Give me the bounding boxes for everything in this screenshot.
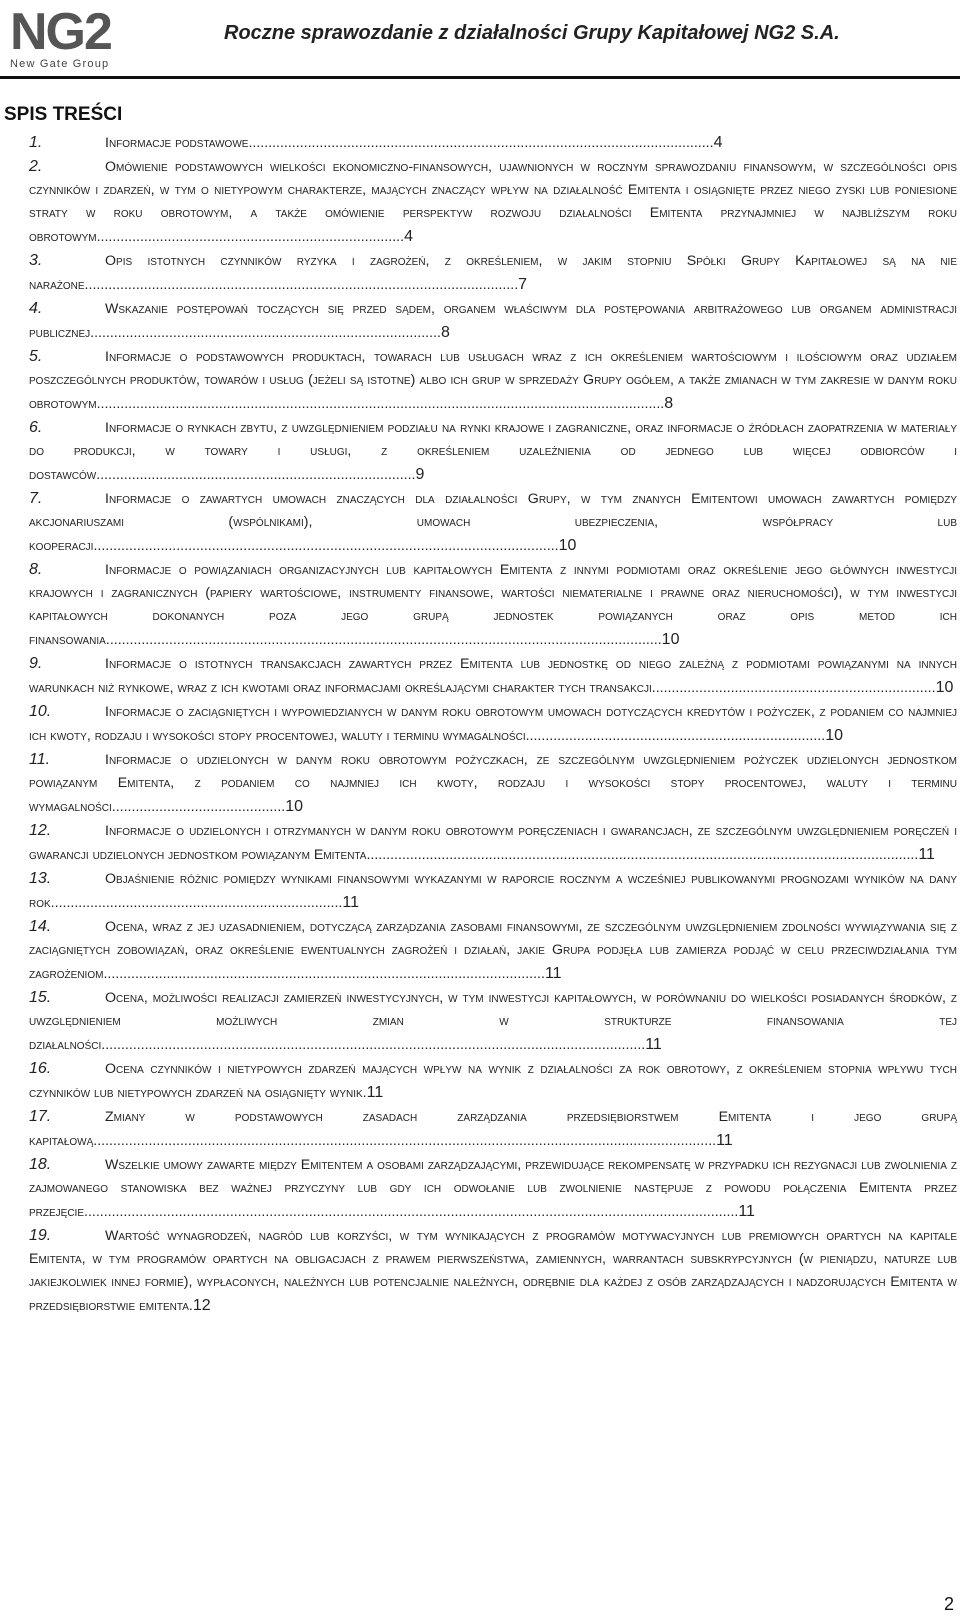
toc-entry-text: Omówienie podstawowych wielkości ekonomiczno-finansowych, ujawnionych w rocznym sprawozdaniu finansowym, w szczególności opis czynników i zdarzeń, w tym o nietypowym charakterze, mających znaczący wpływ na działalność Emitenta i osiągnięte przez niego zyski lub poniesione straty w roku obrotowym, a także omówienie perspektyw rozwoju działalności Emitenta przynajmniej w najbliższym roku obrotowym. [29, 159, 957, 245]
toc-entry-page: 4 [713, 134, 723, 151]
toc-heading: SPIS TREŚCI [4, 104, 123, 125]
toc-entry-text: Objaśnienie różnic pomiędzy wynikami finansowymi wykazanymi w raporcie rocznym a wcześniej publikowanymi prognozami wyników na dany rok. [29, 871, 957, 911]
toc-entry-page: 10 [285, 798, 304, 815]
toc-entry[interactable] [29, 558, 957, 652]
toc-entry-text: Informacje o udzielonych w danym roku obrotowym pożyczkach, ze szczególnym uwzględnieniem pożyczek udzielonych jednostkom powiązanym Emitenta, z podaniem co najmniej ich kwoty, rodzaju i wysokości stopy procentowej, waluty i terminu wymagalności. [29, 752, 957, 815]
toc-entry-number: 13. [29, 870, 52, 887]
toc-entry-text: Ocena, wraz z jej uzasadnieniem, dotyczącą zarządzania zasobami finansowymi, ze szczególnym uwzględnieniem zdolności wywiązywania się z zaciągniętych zobowiązań, oraz określenie ewentualnych zagrożeń i działań, jakie Grupa podjęła lub zamierza podjąć w celu przeciwdziałania tym zagrożeniom [29, 919, 957, 982]
toc-entry-leader: ........................................................................................ [94, 325, 441, 341]
toc-entry-text: Wskazanie postępowań toczących się przed sądem, organem właściwym dla postępowania arbitrażowego lub organem administracji publicznej. [29, 301, 957, 341]
page-header [0, 0, 960, 80]
toc-entry[interactable] [29, 416, 957, 487]
toc-entry-page: 9 [415, 466, 425, 483]
toc-entry-text: Informacje o rynkach zbytu, z uwzględnieniem podziału na rynki krajowe i zagraniczne, oraz informacje o źródłach zaopatrzenia w materiały do produkcji, w towary i usługi, z określeniem uzależnienia od jednego lub więcej odbiorców i dostawców. [29, 420, 957, 483]
toc-entry-number: 14. [29, 918, 52, 935]
toc-entry[interactable] [29, 1057, 957, 1105]
toc-entry-leader: ............................................................................................................. [88, 277, 519, 293]
toc-entry-number: 9. [29, 655, 43, 672]
toc-entry-leader: ........................................................................................................................................... [370, 847, 919, 863]
toc-entry[interactable] [29, 819, 957, 867]
toc-entry-number: 12. [29, 822, 52, 839]
toc-entry-page: 10 [661, 631, 680, 648]
toc-entry-leader: ............................................................................................................................................ [109, 632, 662, 648]
toc-entry-number: 7. [29, 490, 43, 507]
toc-entry[interactable] [29, 249, 957, 297]
toc-entry-text: Informacje o powiązaniach organizacyjnych lub kapitałowych Emitenta z innymi podmiotami oraz określenie jego głównych inwestycji krajowych i zagranicznych (papiery wartościowe, instrumenty finansowe, wartości niematerialne i prawne oraz nieruchomości), w tym inwestycji kapitałowych dokonanych poza jego grupą jednostek powiązanych oraz opis metod ich finansowania. [29, 562, 957, 648]
toc-entry-page: 10 [825, 727, 843, 744]
toc-entry[interactable] [29, 487, 957, 558]
toc-entry-number: 11. [29, 751, 51, 768]
toc-entry-number: 4. [29, 300, 43, 317]
toc-entry-number: 18. [29, 1156, 52, 1173]
toc-entry-leader: ........................................................................... [529, 728, 826, 744]
toc-entry[interactable] [29, 748, 957, 819]
toc-entry-leader: ......................................................................... [54, 895, 343, 911]
toc-entry-page: 11 [738, 1203, 755, 1220]
toc-entry-page: 11 [716, 1132, 733, 1149]
toc-entry-page: 11 [366, 1084, 384, 1101]
toc-entry[interactable] [29, 1224, 957, 1318]
toc-entry-leader: ......................................................................................................................................... [105, 1037, 646, 1053]
toc-entry-text: Wszelkie umowy zawarte między Emitentem a osobami zarządzającymi, przewidujące rekompensatę w przypadku ich rezygnacji lub zwolnienia z zajmowanego stanowiska bez ważnej przyczyny lub gdy ich odwołanie lub zwolnienie następuje z powodu połączenia Emitenta przez przejęcie. [29, 1157, 957, 1220]
toc-entry-number: 3. [29, 252, 43, 269]
toc-entry-text: Informacje o zawartych umowach znaczących dla działalności Grupy, w tym znanych Emitentowi umowach zawartych pomiędzy akcjonariuszami (wspólnikami), umowach ubezpieczenia, współpracy lub kooperacji. [29, 491, 957, 554]
table-of-contents [29, 131, 957, 1318]
toc-entry-text: Informacje o istotnych transakcjach zawartych przez Emitenta lub jednostkę od niego zależną z podmiotami powiązanymi na innych warunkach niż rynkowe, wraz z ich kwotami oraz informacjami określającymi charakter tych transakcji. [29, 656, 957, 696]
toc-entry[interactable] [29, 986, 957, 1057]
toc-entry-leader: ................................................................................ [100, 467, 416, 483]
toc-entry-number: 6. [29, 419, 43, 436]
toc-entry[interactable] [29, 867, 957, 915]
toc-entry-number: 16. [29, 1060, 52, 1077]
toc-entry[interactable] [29, 700, 957, 748]
toc-entry-text: Opis istotnych czynników ryzyka i zagrożeń, z określeniem, w jakim stopniu Spółki Grupy Kapitałowej są na nie narażone. [29, 253, 957, 293]
toc-entry-text: Informacje o zaciągniętych i wypowiedzianych w danym roku obrotowym umowach dotyczących kredytów i pożyczek, z podaniem co najmniej ich kwoty, rodzaju i wysokości stopy procentowej, waluty i terminu wymagalności. [29, 704, 957, 744]
toc-entry-leader: ............................................................................................................................................... [100, 396, 665, 412]
toc-entry-page: 7 [518, 276, 528, 293]
toc-entry-leader: ........................................... [115, 799, 286, 815]
toc-entry-text: Ocena czynników i nietypowych zdarzeń mających wpływ na wynik z działalności za rok obrotowy, z określeniem stopnia wpływu tych czynników lub nietypowych zdarzeń na osiągnięty wynik. [29, 1061, 957, 1101]
toc-entry-leader: ................................................................................................................ [103, 966, 545, 982]
header-divider [0, 76, 960, 79]
toc-entry[interactable] [29, 345, 957, 416]
toc-entry-leader: ...................................................................................................................... [248, 135, 714, 151]
toc-entry-text: Wartość wynagrodzeń, nagród lub korzyści, w tym wynikających z programów motywacyjnych lub premiowych opartych na kapitale Emitenta, w tym programów opartych na obligacjach z prawem pierwszeństwa, zamiennych, warrantach subskrypcyjnych (w pieniądzu, naturze lub jakiejkolwiek innej formie), wypłaconych, należnych lub potencjalnie należnych, odrębnie dla każdej z osób zarządzających i nadzorujących Emitenta w przedsiębiorstwie emitenta. [29, 1228, 957, 1314]
company-logo [10, 3, 125, 72]
toc-entry-number: 2. [29, 158, 43, 175]
toc-entry-leader: ....................................................................... [655, 680, 936, 696]
toc-entry-page: 4 [404, 228, 413, 245]
toc-entry-page: 11 [342, 894, 359, 911]
toc-entry-text: Zmiany w podstawowych zasadach zarządzania przedsiębiorstwem Emitenta i jego grupą kapitałową. [29, 1109, 957, 1149]
toc-entry-number: 19. [29, 1227, 52, 1244]
toc-entry[interactable] [29, 131, 957, 155]
toc-entry[interactable] [29, 1105, 957, 1153]
toc-entry-text: Informacje o udzielonych i otrzymanych w danym roku obrotowym poręczeniach i gwarancjach, ze szczególnym uwzględnieniem poręczeń i gwarancji udzielonych jednostkom powiązanym Emitenta. [29, 823, 957, 863]
toc-entry-text: Informacje o podstawowych produktach, towarach lub usługach wraz z ich określeniem wartościowym i ilościowym oraz udziałem poszczególnych produktów, towarów i usług (jeżeli są istotne) albo ich grup w sprzedaży Grupy ogółem, a także zmianach w tym zakresie w danym roku obrotowym. [29, 349, 957, 412]
toc-entry[interactable] [29, 652, 957, 700]
toc-entry[interactable] [29, 1153, 957, 1224]
report-title: Roczne sprawozdanie z działalności Grupy Kapitałowej NG2 S.A. [224, 22, 840, 44]
toc-entry-page: 12 [192, 1297, 211, 1314]
toc-entry-page: 11 [645, 1036, 662, 1053]
toc-entry-number: 10. [29, 703, 52, 720]
toc-entry-number: 8. [29, 561, 43, 578]
page-number: 2 [943, 1594, 954, 1614]
toc-entry[interactable] [29, 297, 957, 345]
toc-entry-text: Informacje podstawowe [105, 135, 249, 151]
logo-text: NG2 [10, 3, 111, 61]
toc-entry-page: 11 [544, 965, 562, 982]
toc-entry-leader: ..................................................................................................................................................................... [87, 1204, 739, 1220]
toc-entry-page: 8 [440, 324, 450, 341]
toc-entry-page: 10 [558, 537, 577, 554]
toc-entry-text: Ocena, możliwości realizacji zamierzeń inwestycyjnych, w tym inwestycji kapitałowych, w porównaniu do wielkości posiadanych środków, z uwzględnieniem możliwych zmian w strukturze finansowania tej działalności. [29, 990, 957, 1053]
logo-subtext: New Gate Group [10, 58, 110, 70]
toc-entry[interactable] [29, 155, 957, 249]
toc-entry-leader: ..................................................................................................................... [97, 538, 559, 554]
toc-entry[interactable] [29, 915, 957, 986]
toc-entry-leader: ............................................................................................................................................................. [97, 1133, 717, 1149]
toc-entry-number: 5. [29, 348, 43, 365]
toc-entry-number: 15. [29, 989, 52, 1006]
toc-entry-page: 11 [918, 846, 935, 863]
toc-entry-number: 1. [29, 134, 43, 151]
toc-entry-page: 8 [664, 395, 674, 412]
toc-entry-leader: ............................................................................. [100, 229, 405, 245]
toc-entry-page: 10 [935, 679, 954, 696]
toc-entry-number: 17. [29, 1108, 52, 1125]
